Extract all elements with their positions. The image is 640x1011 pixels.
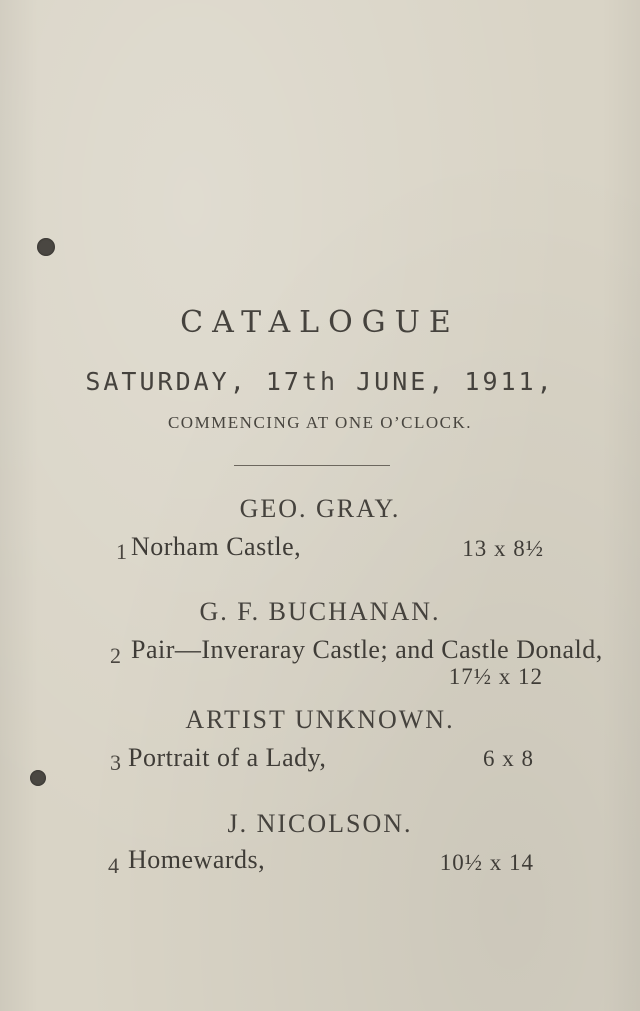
lot-title: Pair—Inveraray Castle; and Castle Donald, bbox=[131, 635, 603, 664]
lot-dimensions: 10½ x 14 bbox=[439, 850, 534, 875]
artist-heading: ARTIST UNKNOWN. bbox=[185, 705, 455, 734]
binding-hole-top bbox=[37, 238, 55, 256]
sale-date: SATURDAY, 17th JUNE, 1911, bbox=[85, 367, 555, 396]
lot-title: Homewards, bbox=[128, 845, 266, 874]
catalogue-title: CATALOGUE bbox=[180, 305, 460, 340]
artist-heading: G. F. BUCHANAN. bbox=[199, 597, 441, 626]
lot-title: Portrait of a Lady, bbox=[128, 743, 327, 772]
lot-title: Norham Castle, bbox=[131, 532, 302, 561]
artist-heading: J. NICOLSON. bbox=[227, 809, 413, 838]
lot-number: 1 bbox=[116, 539, 127, 564]
binding-hole-bottom bbox=[30, 770, 46, 786]
lot-dimensions: 13 x 8½ bbox=[462, 536, 544, 561]
lot-dimensions: 17½ x 12 bbox=[448, 664, 543, 689]
start-time: COMMENCING AT ONE O’CLOCK. bbox=[167, 413, 473, 432]
lot-number: 2 bbox=[110, 643, 121, 668]
lot-number: 4 bbox=[108, 853, 119, 878]
divider-rule bbox=[234, 465, 390, 466]
lot-number: 3 bbox=[110, 750, 121, 775]
lot-dimensions: 6 x 8 bbox=[483, 746, 534, 771]
artist-heading: GEO. GRAY. bbox=[239, 494, 401, 523]
